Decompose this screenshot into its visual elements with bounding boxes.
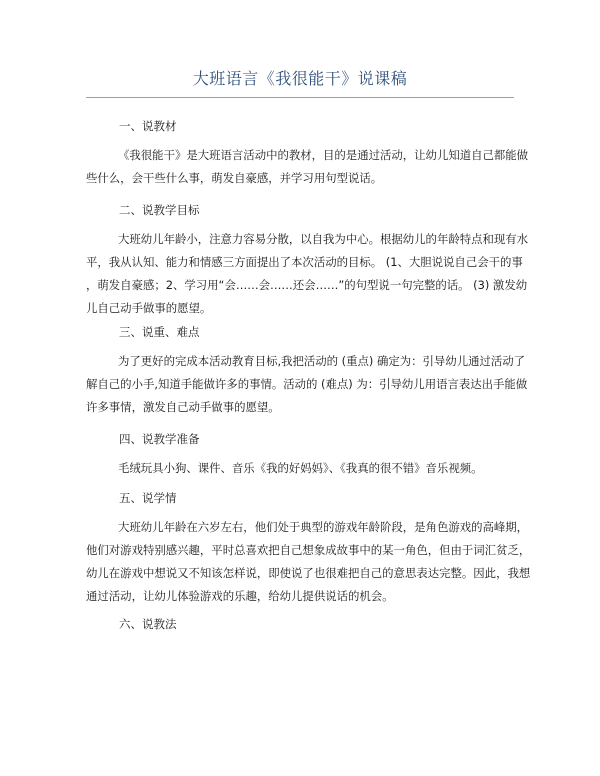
paragraph-line: 幼儿在游戏中想说又不知该怎样说，即使说了也很难把自己的意思表达完整。因此，我想 [86, 566, 531, 580]
paragraph-line: 《我很能干》是大班语言活动中的教材，目的是通过活动，让幼儿知道自己都能做 [118, 148, 529, 162]
paragraph-line: 大班幼儿年龄在六岁左右，他们处于典型的游戏年龄阶段，是角色游戏的高峰期， [118, 520, 529, 534]
section-heading-6: 六、说教法 [119, 617, 177, 631]
section-heading-5: 五、说学情 [119, 491, 177, 505]
paragraph-line: 解自己的小手,知道手能做许多的事情。活动的 (难点) 为：引导幼儿用语言表达出手能做 [86, 377, 528, 391]
paragraph-line: 平，我从认知、能力和情感三方面提出了本次活动的目标。 (1、大胆说说自己会干的事 [86, 255, 523, 269]
paragraph-line: ，萌发自豪感；2、学习用“会……会……还会……”的句型说一句完整的话。 (3) 激发幼 [86, 278, 528, 292]
section-heading-1: 一、说教材 [119, 119, 177, 133]
section-paragraph-5 [86, 516, 531, 608]
section-paragraph-2 [86, 228, 529, 320]
paragraph-line: 毛绒玩具小狗、课件、音乐《我的好妈妈》、《我真的很不错》音乐视频。 [118, 461, 483, 475]
paragraph-line: 大班幼儿年龄小，注意力容易分散，以自我为中心。根据幼儿的年龄特点和现有水 [118, 232, 529, 246]
paragraph-line: 儿自己动手做事的愿望。 [86, 301, 212, 315]
section-heading-4: 四、说教学准备 [119, 432, 200, 446]
paragraph-line: 他们对游戏特别感兴趣，平时总喜欢把自己想象成故事中的某一角色，但由于词汇贫乏， [86, 543, 531, 557]
paragraph-line: 些什么，会干些什么事，萌发自豪感，并学习用句型说话。 [86, 171, 383, 185]
document-title: 大班语言《我很能干》说课稿 [192, 69, 408, 88]
paragraph-line: 许多事情，激发自己动手做事的愿望。 [86, 400, 280, 414]
section-heading-3: 三、说重、难点 [119, 325, 200, 339]
title-underline [86, 97, 514, 98]
section-paragraph-3 [86, 350, 528, 419]
section-paragraph-1 [86, 144, 529, 190]
section-heading-2: 二、说教学目标 [119, 203, 200, 217]
paragraph-line: 为了更好的完成本活动教育目标,我把活动的 (重点) 确定为：引导幼儿通过活动了 [118, 354, 526, 368]
section-paragraph-4 [86, 457, 518, 480]
paragraph-line: 通过活动，让幼儿体验游戏的乐趣，给幼儿提供说话的机会。 [86, 589, 394, 603]
